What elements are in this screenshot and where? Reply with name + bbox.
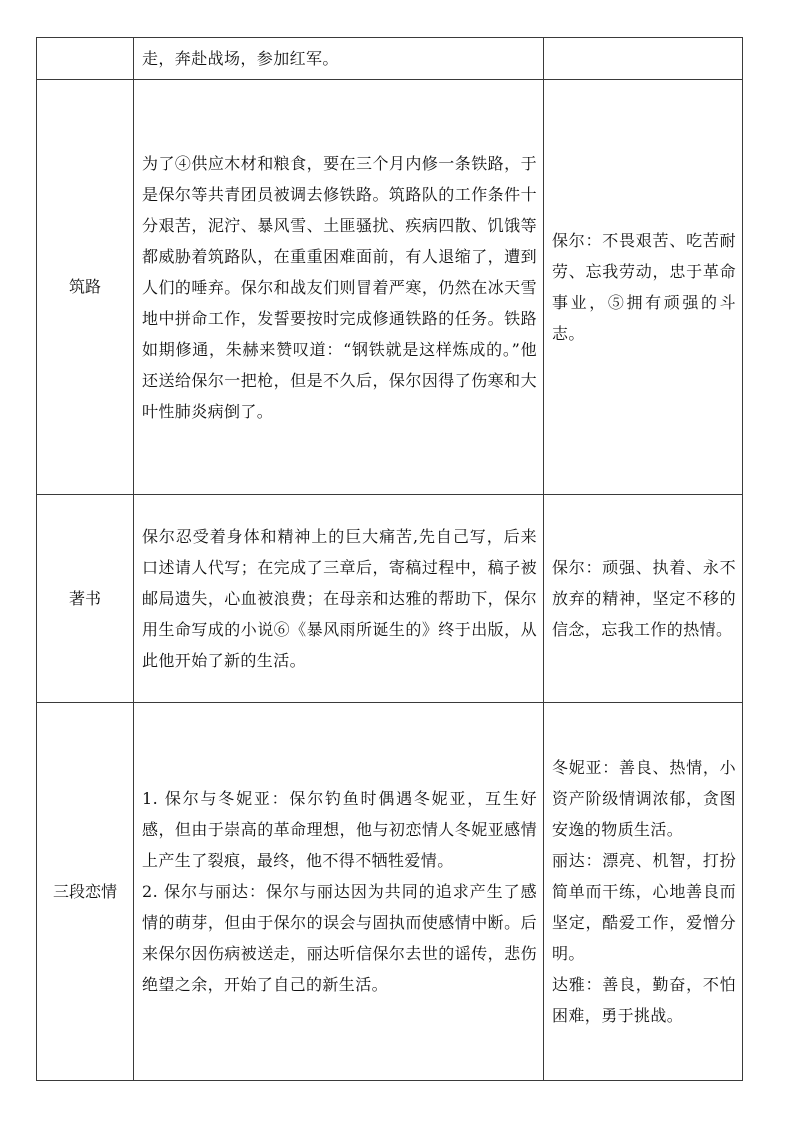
row-content-text: 2. 保尔与丽达：保尔与丽达因为共同的追求产生了感情的萌芽，但由于保尔的误会与固执而使感情中断。后来保尔因伤病被送走，丽达听信保尔去世的谣传，悲伤绝望之余，开始了自己的新生活。 [142,882,537,994]
character-note: 冬妮亚：善良、热情，小资产阶级情调浓郁，贪图安逸的物质生活。 [552,758,736,839]
character-note: 保尔：顽强、执着、永不放弃的精神，坚定不移的信念，忘我工作的热情。 [552,558,736,639]
row-content-cell [134,38,544,80]
row-label: 三段恋情 [37,703,134,1081]
table-row [37,703,743,1081]
row-content-text: 1. 保尔与冬妮亚：保尔钓鱼时偶遇冬妮亚，互生好感，但由于崇高的革命理想，他与初恋情人冬妮亚感情上产生了裂痕，最终，他不得不牺牲爱情。 [142,789,537,870]
row-content-text: 保尔忍受着身体和精神上的巨大痛苦,先自己写，后来口述请人代写；在完成了三章后，寄稿过程中，稿子被邮局遗失，心血被浪费；在母亲和达雅的帮助下，保尔用生命写成的小说⑥《暴风雨所诞生的》终于出版，从此他开始了新的生活。 [142,527,537,670]
row-label [37,38,134,80]
table-row [37,80,743,495]
row-note-cell [544,703,743,1081]
character-note: 达雅：善良，勤奋，不怕困难，勇于挑战。 [552,975,736,1025]
row-content-text: 走，奔赴战场，参加红军。 [142,49,339,68]
table-row [37,38,743,80]
row-content-cell [134,703,544,1081]
row-note-cell [544,38,743,80]
character-note: 保尔：不畏艰苦、吃苦耐劳、忘我劳动，忠于革命事业，⑤拥有顽强的斗志。 [552,231,736,343]
row-label: 筑路 [37,80,134,495]
row-content-text: 为了④供应木材和粮食，要在三个月内修一条铁路，于是保尔等共青团员被调去修铁路。筑路队的工作条件十分艰苦，泥泞、暴风雪、土匪骚扰、疾病四散、饥饿等都威胁着筑路队，在重重困难面前，有人退缩了，遭到人们的唾弃。保尔和战友们则冒着严寒，仍然在冰天雪地中拼命工作，发誓要按时完成修通铁路的任务。铁路如期修通，朱赫来赞叹道：“钢铁就是这样炼成的。”他还送给保尔一把枪，但是不久后，保尔因得了伤寒和大叶性肺炎病倒了。 [142,153,537,421]
row-content-cell [134,495,544,703]
row-content-cell [134,80,544,495]
row-note-cell [544,495,743,703]
character-note: 丽达：漂亮、机智，打扮简单而干练，心地善良而坚定，酷爱工作，爱憎分明。 [552,851,736,963]
table-row [37,495,743,703]
plot-summary-table [36,37,743,1081]
row-label: 著书 [37,495,134,703]
row-note-cell [544,80,743,495]
